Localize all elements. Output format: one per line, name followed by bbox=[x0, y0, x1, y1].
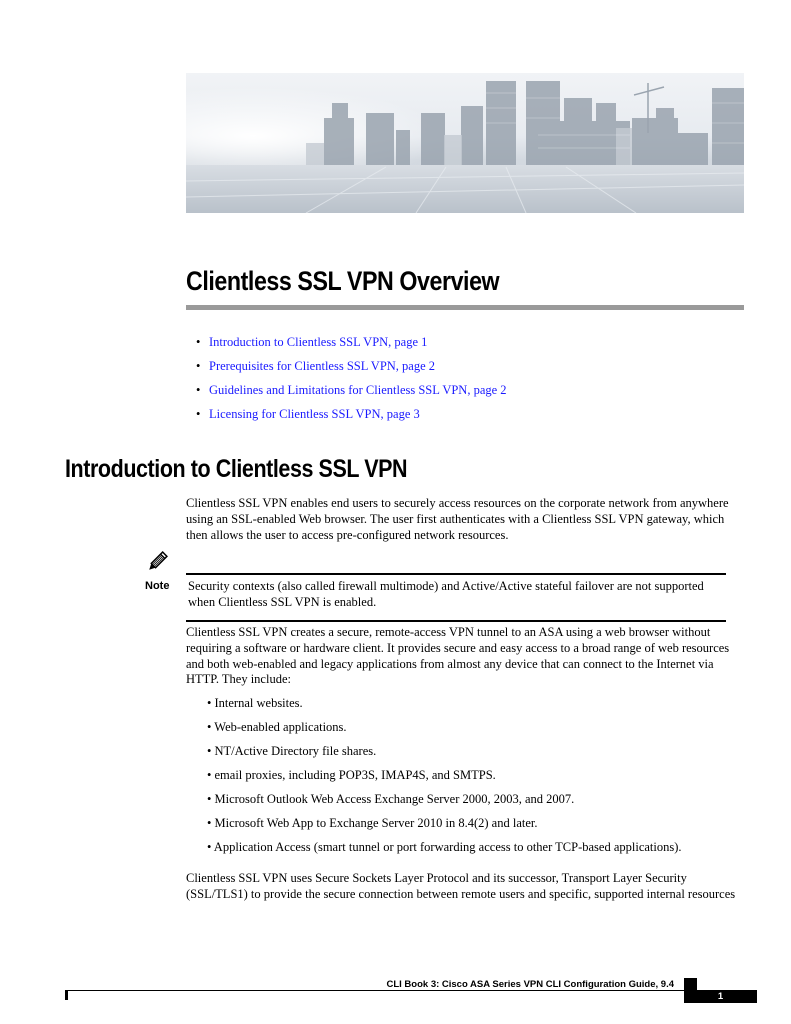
footer-marker bbox=[684, 978, 697, 990]
pencil-icon bbox=[145, 550, 169, 579]
list-item: • Web-enabled applications. bbox=[207, 720, 347, 734]
toc-link-introduction[interactable]: Introduction to Clientless SSL VPN, page 1 bbox=[209, 335, 428, 349]
header-skyline-image bbox=[186, 73, 744, 213]
closing-paragraph: Clientless SSL VPN uses Secure Sockets Layer Protocol and its successor, Transport Layer Security (SSL/TLS1) to provide the secure connection between remote users and specific, supported internal resources bbox=[186, 871, 736, 901]
note-bottom-rule bbox=[186, 620, 726, 622]
list-item: • email proxies, including POP3S, IMAP4S, and SMTPS. bbox=[207, 768, 496, 782]
toc-bullet: • bbox=[196, 383, 201, 397]
chapter-title: Clientless SSL VPN Overview bbox=[186, 266, 500, 296]
toc-bullet: • bbox=[196, 359, 201, 373]
intro-paragraph: Clientless SSL VPN enables end users to securely access resources on the corporate network from anywhere using an SSL-enabled Web browser. The user first authenticates with a Clientless SSL VPN gateway, which then allows the user to access pre-configured network resources. bbox=[186, 496, 729, 542]
list-item: • Microsoft Web App to Exchange Server 2010 in 8.4(2) and later. bbox=[207, 816, 538, 830]
list-item: • Internal websites. bbox=[207, 696, 303, 710]
toc-item bbox=[196, 407, 507, 431]
toc-bullet: • bbox=[196, 407, 201, 421]
toc-link-guidelines[interactable]: Guidelines and Limitations for Clientless SSL VPN, page 2 bbox=[209, 383, 507, 397]
toc-link-prerequisites[interactable]: Prerequisites for Clientless SSL VPN, page 2 bbox=[209, 359, 436, 373]
note-text: Security contexts (also called firewall multimode) and Active/Active stateful failover are not supported when Clientless SSL VPN is enabled. bbox=[188, 579, 704, 609]
footer-tick bbox=[65, 990, 68, 1000]
toc-bullet: • bbox=[196, 335, 201, 349]
list-item: • NT/Active Directory file shares. bbox=[207, 744, 377, 758]
page-number: 1 bbox=[684, 990, 757, 1003]
note-label: Note bbox=[145, 580, 170, 592]
toc-item bbox=[196, 335, 507, 359]
note-top-rule bbox=[186, 573, 726, 575]
footer-book-title: CLI Book 3: Cisco ASA Series VPN CLI Configuration Guide, 9.4 bbox=[386, 979, 674, 990]
toc-item bbox=[196, 383, 507, 407]
list-item: • Application Access (smart tunnel or port forwarding access to other TCP-based applications). bbox=[207, 840, 682, 854]
toc-link-licensing[interactable]: Licensing for Clientless SSL VPN, page 3 bbox=[209, 407, 420, 421]
section-title: Introduction to Clientless SSL VPN bbox=[65, 455, 408, 483]
footer-rule bbox=[65, 990, 757, 991]
chapter-toc bbox=[196, 335, 507, 431]
toc-item bbox=[196, 359, 507, 383]
list-item: • Microsoft Outlook Web Access Exchange Server 2000, 2003, and 2007. bbox=[207, 792, 575, 806]
includes-list bbox=[207, 696, 682, 864]
title-rule bbox=[186, 305, 744, 310]
body-paragraph: Clientless SSL VPN creates a secure, remote-access VPN tunnel to an ASA using a web browser without requiring a software or hardware client. It provides secure and easy access to a broad range of web resources and both web-enabled and legacy applications from almost any device that can connect to the Internet via HTTP. They include: bbox=[186, 625, 730, 687]
